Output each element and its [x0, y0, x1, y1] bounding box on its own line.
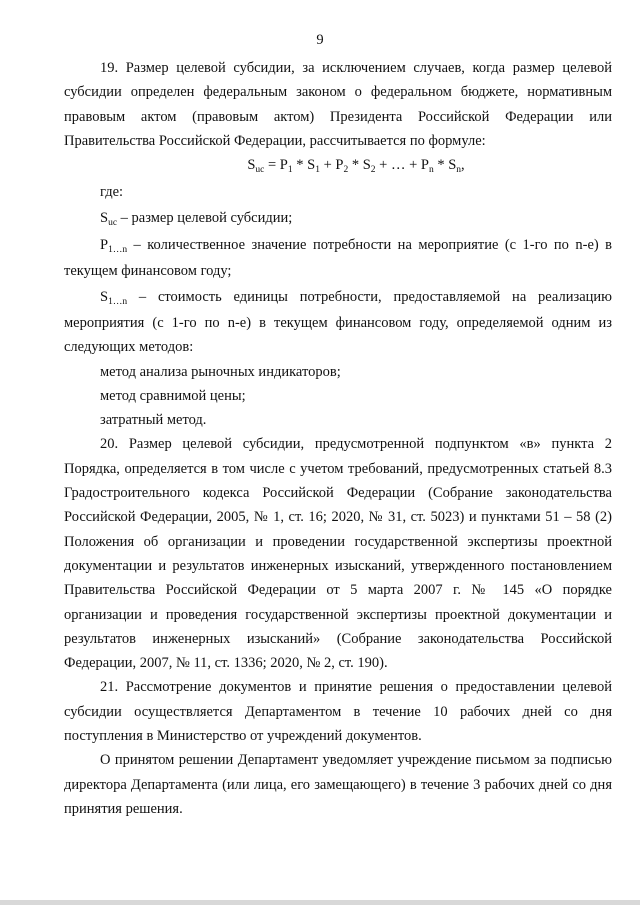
- definition-s-uc: $S_{uc}$ – размер целевой субсидии;: [100, 209, 293, 228]
- method-comparable: метод сравнимой цены;: [100, 387, 246, 404]
- paragraph-19: 19. Размер целевой субсидии, за исключением случаев, когда размер целевой субсидии определен федеральным законом о федеральном бюджете, нормативным правовым актом (правовым актом) Президента Российской Федерации или Правительства Российской Федерации, рассчитывается по формуле:: [64, 60, 612, 149]
- scan-bottom-edge: [0, 900, 640, 905]
- definition-s-cost: $S_{1\dots n}$ – стоимость единицы потребности, предоставляемой на реализацию мероприятия (с 1-го по n-е) в текущем финансовом году, определяемой одним из следующих методов:: [64, 288, 612, 356]
- paragraph-notification: О принятом решении Департамент уведомляет учреждение письмом за подписью директора Департамента (или лица, его замещающего) в течение 3 рабочих дней со дня принятия решения.: [64, 752, 612, 817]
- paragraph-21: 21. Рассмотрение документов и принятие решения о предоставлении целевой субсидии осуществляется Департаментом в течение 10 рабочих дней со дня поступления в Министерство от учреждений документов.: [64, 679, 612, 745]
- document-body: [64, 56, 612, 821]
- paragraph-20: 20. Размер целевой субсидии, предусмотренной подпунктом «в» пункта 2 Порядка, определяется в том числе с учетом требований, предусмотренных статьей 8.3 Градостроительного кодекса Российской Федерации (Собрание законодательства Российской Федерации, 2005, № 1, ст. 16; 2020, № 31, ст. 5023) и пунктами 51 – 58 (2) Положения об организации и проведении государственной экспертизы проектной документации и результатов инженерных изысканий, утвержденного постановлением Правительства Российской Федерации от 5 марта 2007 г. № 145 «О порядке организации и проведения государственной экспертизы проектной документации и результатов инженерных изысканий» (Собрание законодательства Российской Федерации, 2007, № 11, ст. 1336; 2020, № 2, ст. 190).: [64, 436, 612, 672]
- method-market: метод анализа рыночных индикаторов;: [100, 363, 341, 380]
- where-label: где:: [100, 184, 124, 201]
- definition-p: $P_{1\dots n}$ – количественное значение потребности на мероприятие (с 1-го по n-е) в текущем финансовом году;: [64, 237, 612, 280]
- formula: $S_{uc} = P_1 * S_1 + P_2 * S_2$ + … + $P_n * S_n$,: [247, 157, 465, 176]
- method-cost: затратный метод.: [100, 412, 207, 429]
- page-number: 9: [316, 32, 324, 48]
